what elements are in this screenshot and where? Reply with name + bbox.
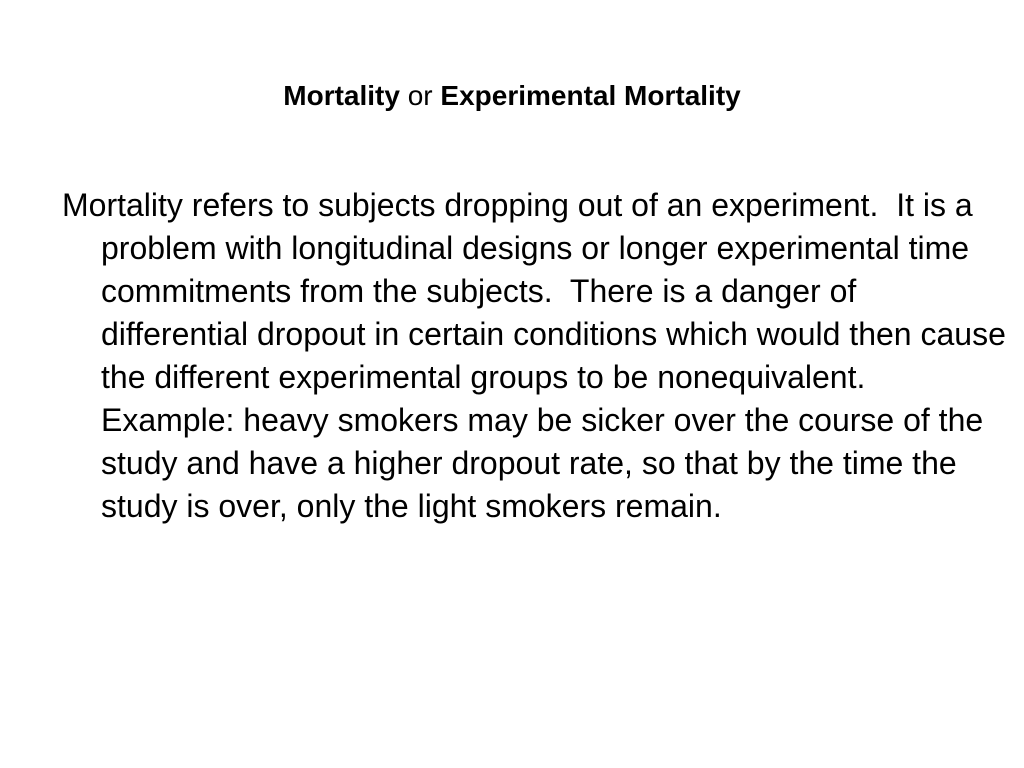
slide-title <box>0 78 1024 114</box>
title-connector: or <box>399 80 441 111</box>
title-term-mortality: Mortality <box>283 80 400 111</box>
title-term-experimental-mortality: Experimental Mortality <box>440 80 741 111</box>
slide-body-text: Mortality refers to subjects dropping out of an experiment. It is a problem with longitudinal designs or longer experimental time commitments from the subjects. There is a danger of differential dropout in certain conditions which would then cause the different experimental groups to be nonequivalent. Example: heavy smokers may be sicker over the course of the study and have a higher dropout rate, so that by the time the study is over, only the light smokers remain. <box>62 187 1015 524</box>
